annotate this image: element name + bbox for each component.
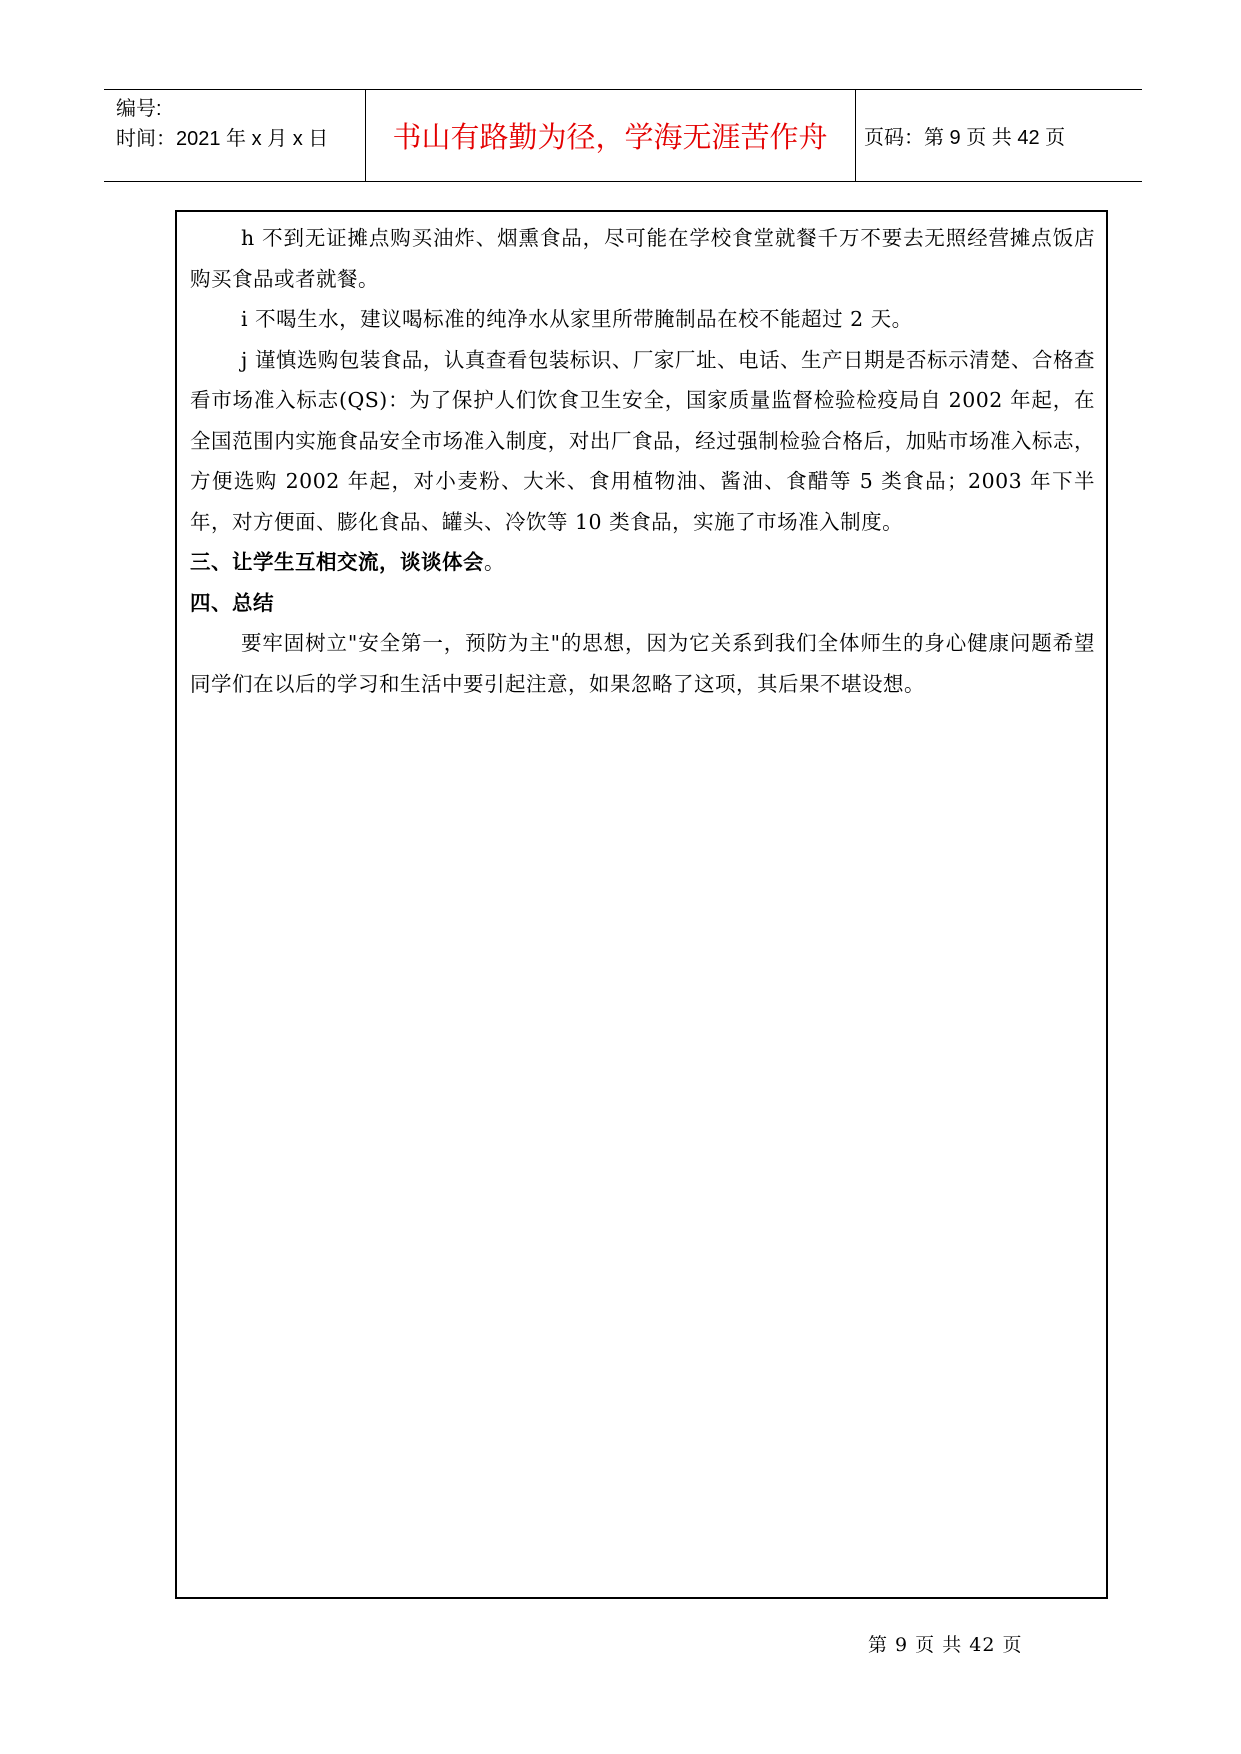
paragraph-j: j 谨慎选购包装食品，认真查看包装标识、厂家厂址、电话、生产日期是否标示清楚、合格查看市场准入标志(QS)：为了保护人们饮食卫生安全，国家质量监督检验检疫局自 2002 年起，在全国范围内实施食品安全市场准入制度，对出厂食品，经过强制检验合格后，加贴市场准入标志，方便选购 2002 年起，对小麦粉、大米、食用植物油、酱油、食醋等 5 类食品；2003 年下半年，对方便面、膨化食品、罐头、冷饮等 10 类食品，实施了市场准入制度。: [190, 347, 1095, 534]
section-heading-exchange-period: 。: [484, 550, 505, 574]
section-heading-summary: 四、总结: [190, 590, 274, 615]
document-number-label: 编号:: [116, 98, 162, 120]
header-motto: 书山有路勤为径，学海无涯苦作舟: [392, 120, 828, 154]
header-meta: [116, 94, 328, 154]
page-header: [104, 89, 1142, 182]
document-time-label: 时间：2021 年 x 月 x 日: [116, 128, 329, 150]
header-page-number: 页码：第 9 页 共 42 页: [864, 127, 1066, 149]
page-footer: 第 9 页 共 42 页: [868, 1634, 1023, 1656]
content-body: [190, 218, 1095, 704]
header-divider-right: [855, 90, 856, 181]
section-heading-exchange-text: 三、让学生互相交流，谈谈体会: [190, 550, 484, 574]
paragraph-summary: 要牢固树立"安全第一，预防为主"的思想，因为它关系到我们全体师生的身心健康问题希望同学们在以后的学习和生活中要引起注意，如果忽略了这项，其后果不堪设想。: [190, 631, 1095, 696]
paragraph-i: i 不喝生水，建议喝标准的纯净水从家里所带腌制品在校不能超过 2 天。: [241, 307, 913, 331]
paragraph-h: h 不到无证摊点购买油炸、烟熏食品，尽可能在学校食堂就餐千万不要去无照经营摊点饭店购买食品或者就餐。: [190, 226, 1095, 291]
section-heading-exchange: [190, 542, 1095, 583]
content-frame: [175, 210, 1108, 1599]
